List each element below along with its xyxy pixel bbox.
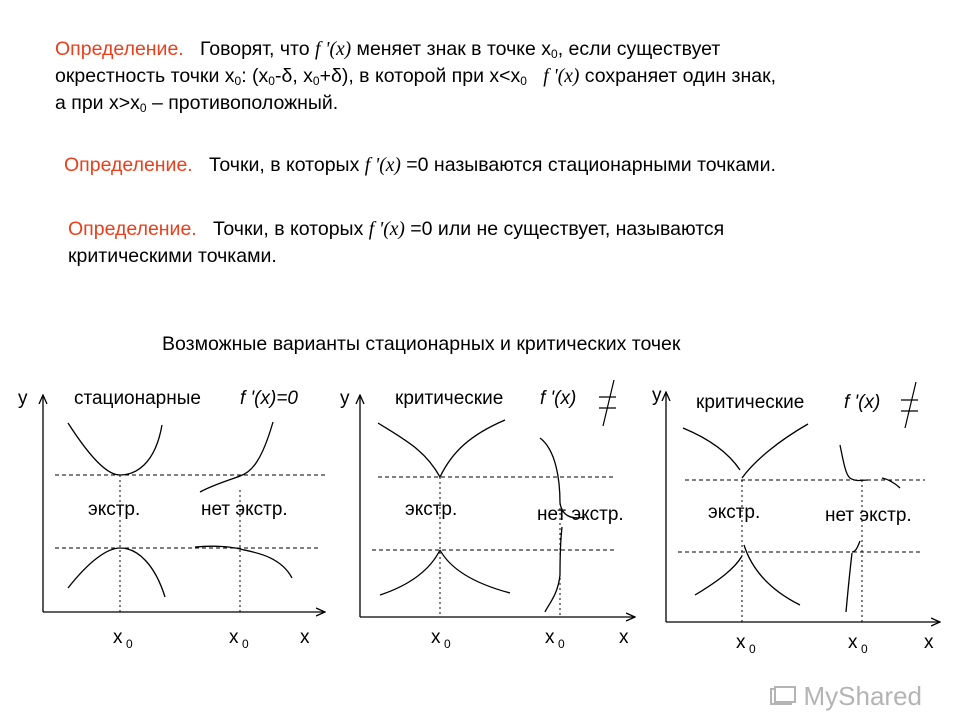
text: а при x>x — [55, 92, 140, 114]
derivative: f '(x) — [543, 66, 580, 87]
x-label: x — [300, 627, 310, 648]
y-label: y — [340, 388, 350, 409]
jump-upper-piece — [840, 445, 868, 481]
graph-critical-1 — [340, 380, 635, 651]
x0-subscript: 0 — [558, 637, 565, 651]
text: – противоположный. — [146, 92, 339, 114]
extremum-label: экстр. — [88, 499, 141, 520]
cusp-min-right — [440, 420, 505, 477]
corner-min-left — [683, 428, 740, 470]
inflection-curve-down — [195, 546, 292, 578]
cusp-min-left — [378, 423, 440, 477]
graph-title: критические — [395, 388, 504, 409]
corner-min-right — [742, 424, 808, 478]
x0-subscript: 0 — [749, 642, 756, 656]
not-equal-sign — [599, 380, 616, 426]
subscript: 0 — [268, 74, 275, 88]
jump-lower-head — [852, 541, 860, 552]
no-extremum-label: нет экстр. — [825, 505, 912, 526]
text: -δ, x — [274, 65, 313, 87]
watermark-text: MyShared — [803, 681, 922, 711]
x0-label: x — [545, 627, 555, 648]
y-label: y — [652, 385, 662, 406]
text: : (x — [241, 65, 269, 87]
slides-icon — [770, 686, 796, 708]
text: =0 или не существует, называются — [410, 218, 725, 240]
x0-label: x — [736, 632, 746, 653]
section-subtitle: Возможные варианты стационарных и критических точек — [162, 333, 681, 355]
x0-label: x — [113, 627, 123, 648]
subscript: 0 — [520, 74, 527, 88]
graph-title: стационарные — [74, 388, 201, 409]
graph-func: f '(x) — [540, 388, 577, 409]
text: Точки, в которых — [208, 154, 360, 176]
x0-label: x — [848, 632, 858, 653]
subscript: 0 — [139, 101, 147, 115]
text: , если существует — [557, 38, 721, 60]
graph-stationary — [18, 388, 325, 651]
corner-max-right — [744, 545, 800, 605]
cusp-max-left — [380, 550, 440, 595]
text: +δ), в которой при x<x — [319, 65, 521, 87]
text: Точки, в которых — [212, 218, 364, 240]
vertical-tangent-lower — [545, 527, 562, 612]
x0-subscript: 0 — [444, 637, 451, 651]
inflection-curve-up — [200, 422, 273, 492]
maximum-curve — [68, 548, 165, 597]
subscript: 0 — [551, 47, 558, 61]
no-extremum-label: нет экстр. — [201, 499, 288, 520]
x0-subscript: 0 — [861, 642, 868, 656]
extremum-label: экстр. — [708, 502, 761, 523]
text: критическими точками. — [68, 245, 277, 267]
x0-subscript: 0 — [242, 637, 249, 651]
text: меняет знак в точке x — [356, 38, 551, 60]
corner-max-left — [695, 556, 742, 595]
x-label: x — [619, 627, 629, 648]
no-extremum-label: нет экстр. — [537, 504, 624, 525]
text: =0 называются стационарными точками. — [406, 154, 776, 176]
text: Говорят, что — [199, 38, 310, 60]
text: окрестность точки x — [55, 65, 235, 87]
graph-func: f '(x) — [844, 392, 881, 413]
graph-func: f '(x)=0 — [240, 388, 299, 409]
minimum-curve — [68, 423, 162, 475]
graph-critical-2 — [652, 382, 940, 656]
definition-label: Определение. — [64, 154, 193, 176]
graph-title: критические — [696, 392, 805, 413]
watermark-logo — [770, 681, 922, 712]
derivative: f '(x) — [368, 219, 405, 240]
subscript: 0 — [312, 74, 320, 88]
x0-label: x — [229, 627, 239, 648]
y-label: y — [18, 388, 28, 409]
not-equal-sign — [901, 382, 918, 428]
cusp-max-right — [440, 550, 510, 593]
subscript: 0 — [234, 74, 242, 88]
extremum-label: экстр. — [405, 499, 458, 520]
definition-label: Определение. — [68, 218, 197, 240]
definition-label: Определение. — [55, 38, 184, 60]
x0-subscript: 0 — [126, 637, 133, 651]
derivative: f '(x) — [315, 39, 352, 60]
x-label: x — [924, 632, 934, 653]
x0-label: x — [431, 627, 441, 648]
text: сохраняет один знак, — [584, 65, 777, 87]
derivative: f '(x) — [364, 155, 401, 176]
jump-lower-piece — [846, 553, 852, 612]
